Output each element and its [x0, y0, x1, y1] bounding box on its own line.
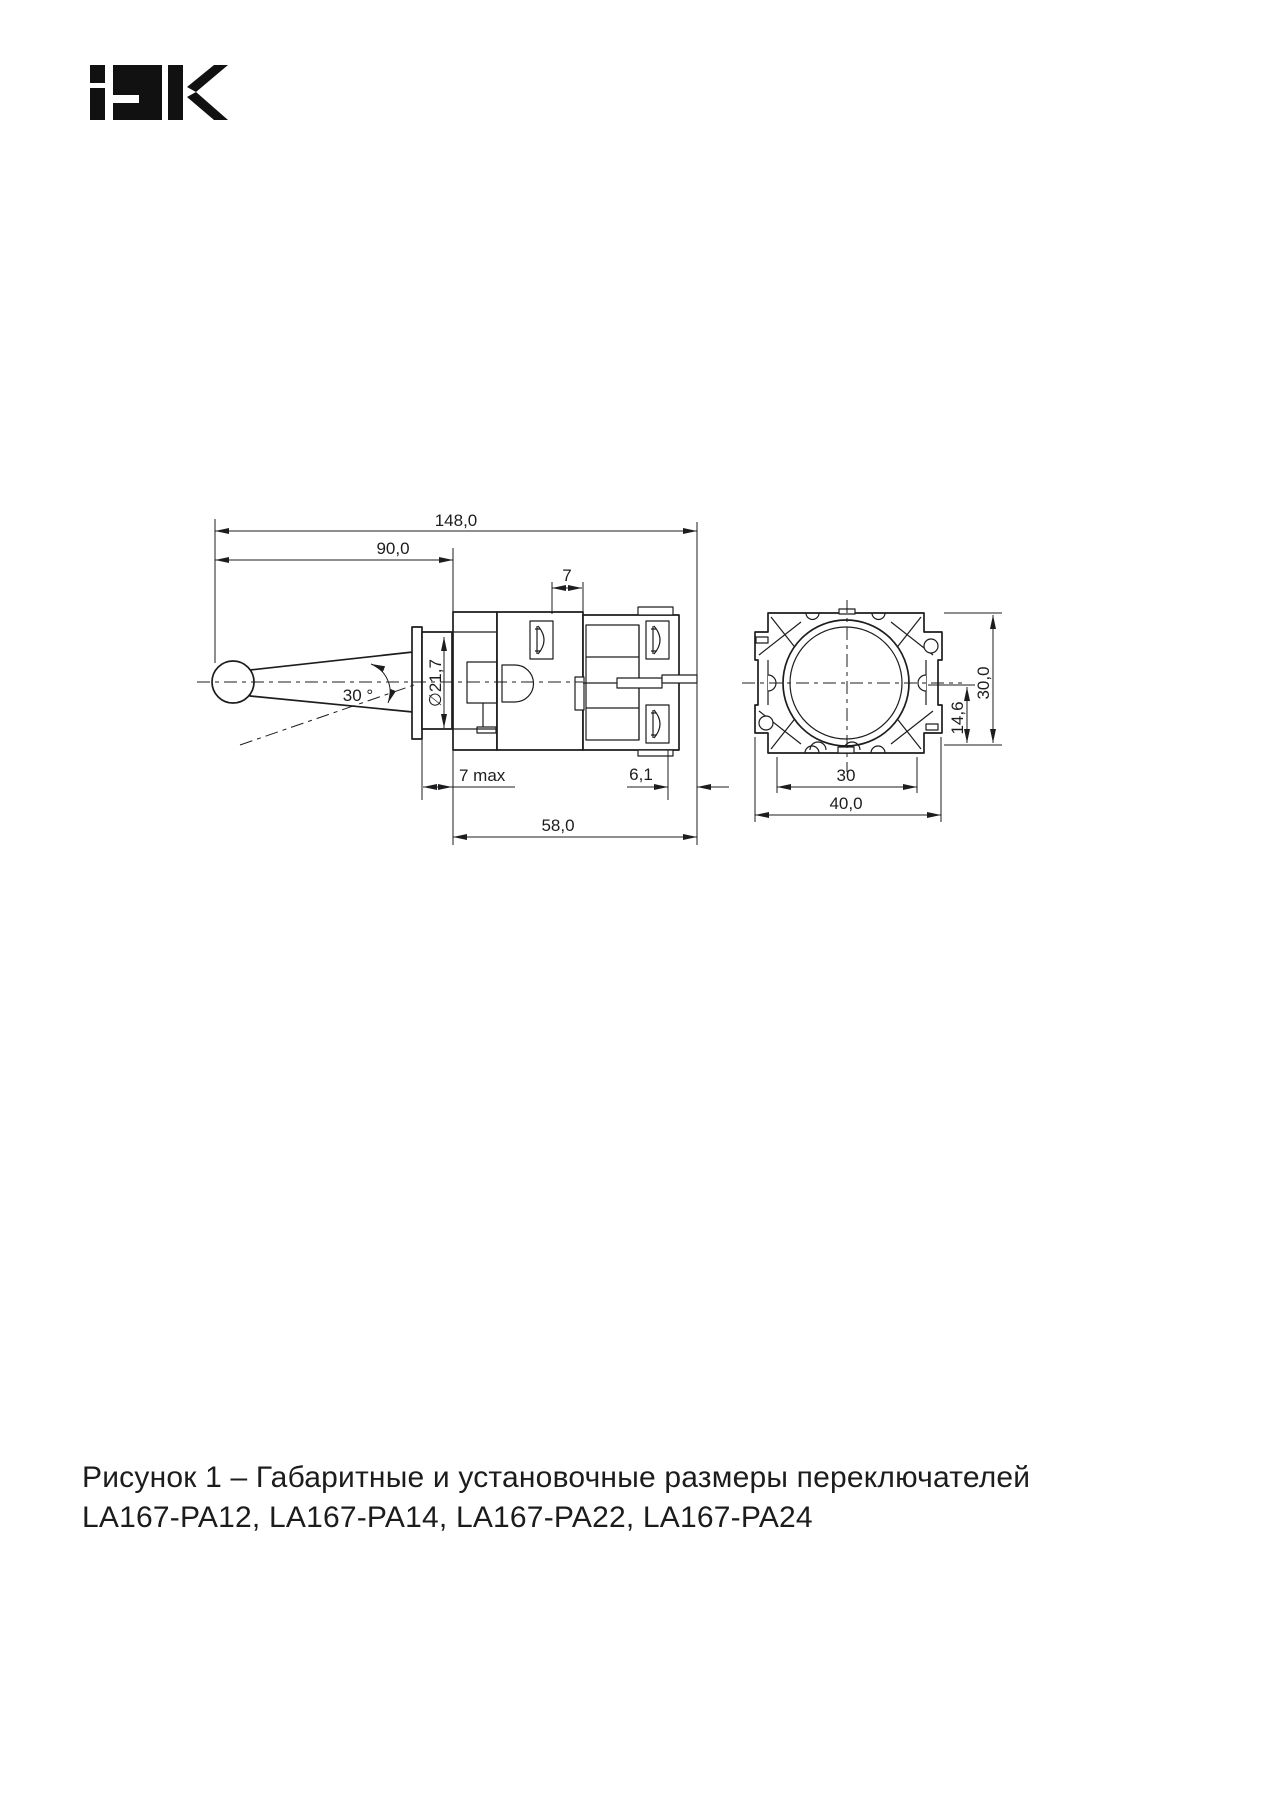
- actuator-bar: [617, 678, 662, 688]
- dim-body-height: 30,0: [974, 666, 993, 700]
- dim-lever-length: 90,0: [376, 539, 410, 558]
- terminal-screw-icon: [646, 621, 669, 659]
- screw-hole: [759, 716, 773, 730]
- figure-caption: [82, 1458, 1142, 1538]
- top-tab: [638, 607, 673, 615]
- dim-actuator-diameter: ∅21,7: [426, 659, 445, 707]
- screw-hole: [924, 639, 938, 653]
- front-view: [755, 609, 942, 753]
- terminal-screw-icon: [530, 621, 553, 659]
- terminal-screw-icon: [646, 705, 669, 743]
- figure-caption-line1: Рисунок 1 – Габаритные и установочные размеры переключателей: [82, 1461, 1031, 1494]
- dim-overall-length: 148,0: [434, 511, 478, 530]
- dim-lever-angle: 30 °: [342, 686, 374, 705]
- figure-caption-line2: LA167-PA12, LA167-PA14, LA167-PA22, LA167-PA24: [82, 1501, 813, 1534]
- dim-panel-thickness: 7 max: [459, 766, 506, 785]
- dim-rear-gap: 6,1: [629, 765, 653, 784]
- dim-top-gap: 7: [562, 566, 572, 585]
- actuator-dome: [502, 665, 534, 702]
- actuator-pin: [662, 675, 697, 683]
- dim-body-width: 40,0: [829, 794, 863, 813]
- dim-body-length: 58,0: [541, 816, 575, 835]
- dim-center-to-bottom: 14,6: [948, 701, 967, 735]
- dim-mounting-width: 30: [836, 766, 856, 785]
- flange: [412, 627, 422, 739]
